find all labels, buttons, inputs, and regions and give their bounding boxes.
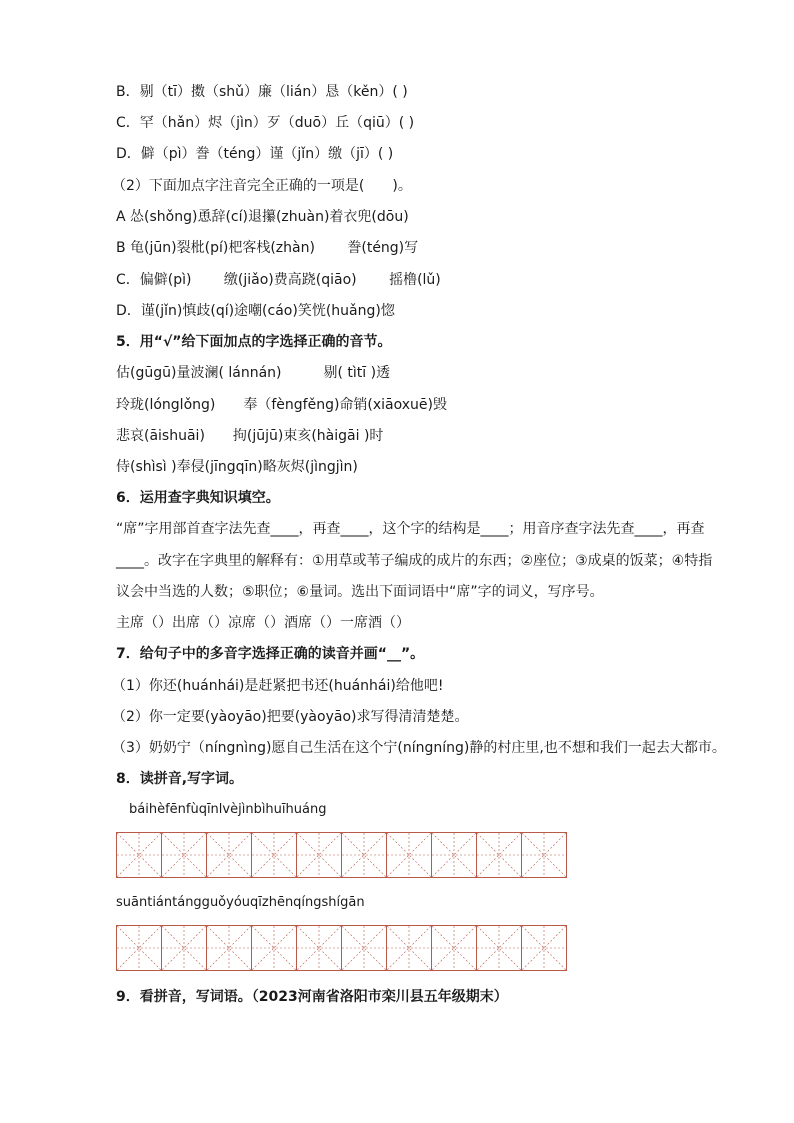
writing-grid-cell[interactable] <box>477 832 522 878</box>
q8-pinyin-row-1: báihèfēnfùqīnlvèjìnbìhuīhuáng <box>129 802 327 817</box>
writing-grid-cell[interactable] <box>477 925 522 971</box>
writing-grid-cell[interactable] <box>522 832 567 878</box>
option-c: C．罕（hǎn）烬（jìn）歹（duō）丘（qiū）( ) <box>116 115 415 131</box>
question-6-title: 6．运用查字典知识填空。 <box>116 490 280 506</box>
q4-2-option-b: B 龟(jūn)裂枇(pí)杷客栈(zhàn) 誊(téng)写 <box>116 240 419 256</box>
question-8-title: 8．读拼音,写字词。 <box>116 771 244 787</box>
writing-grid-cell[interactable] <box>162 925 207 971</box>
writing-grid-cell[interactable] <box>342 925 387 971</box>
question-7-title: 7．给句子中的多音字选择正确的读音并画“__”。 <box>116 646 425 662</box>
writing-grid-cell[interactable] <box>162 832 207 878</box>
option-b: B．剔（tī）擞（shǔ）廉（lián）恳（kěn）( ) <box>116 84 408 100</box>
q5-line-4: 侍(shìsì )奉侵(jīngqīn)略灰烬(jìngjìn) <box>116 459 358 475</box>
q6-paragraph: “席”字用部首查字法先查____，再查____，这个字的结构是____；用音序查字法先查____，再查____。改字在字典里的解释有：①用草或苇子编成的成片的东西；②座位；③成桌的饭菜；④特指议会中当选的人数；⑤职位；⑥量词。选出下面词语中“席”字的词义，写序号。 <box>116 521 713 600</box>
q8-pinyin-row-2: suāntiántángguǒyóuqīzhēnqíngshígān <box>116 895 365 910</box>
q7-item-1: （1）你还(huánhái)是赶紧把书还(huánhái)给他吧! <box>112 678 444 694</box>
writing-grid-row-2 <box>116 925 567 971</box>
q7-item-3: （3）奶奶宁（níngnìng)愿自己生活在这个宁(níngníng)静的村庄里,也不想和我们一起去大都市。 <box>112 740 726 756</box>
writing-grid-cell[interactable] <box>297 925 342 971</box>
q5-line-3: 悲哀(āishuāi) 拘(jūjū)束亥(hàigāi )时 <box>116 428 384 444</box>
question-9-title: 9．看拼音，写词语。（2023河南省洛阳市栾川县五年级期末） <box>116 989 508 1005</box>
question-5-title: 5．用“√”给下面加点的字选择正确的音节。 <box>116 334 392 350</box>
writing-grid-cell[interactable] <box>252 832 297 878</box>
q7-item-2: （2）你一定要(yàoyāo)把要(yàoyāo)求写得清清楚楚。 <box>112 709 469 725</box>
writing-grid-cell[interactable] <box>387 832 432 878</box>
q5-line-1: 估(gūgū)量波澜( lánnán) 剔( tìtī )透 <box>116 365 391 381</box>
writing-grid-cell[interactable] <box>116 832 162 878</box>
writing-grid-cell[interactable] <box>432 832 477 878</box>
writing-grid-cell[interactable] <box>116 925 162 971</box>
q4-2-option-a: A 怂(shǒng)恿辞(cí)退攥(zhuàn)着衣兜(dōu) <box>116 209 409 225</box>
writing-grid-row-1 <box>116 832 567 878</box>
writing-grid-cell[interactable] <box>522 925 567 971</box>
writing-grid-cell[interactable] <box>387 925 432 971</box>
writing-grid-cell[interactable] <box>342 832 387 878</box>
question-4-2: （2）下面加点字注音完全正确的一项是( )。 <box>112 178 412 194</box>
writing-grid-cell[interactable] <box>252 925 297 971</box>
option-d: D．僻（pì）誊（téng）谨（jǐn）缴（jī）( ) <box>116 146 394 162</box>
writing-grid-cell[interactable] <box>207 832 252 878</box>
writing-grid-cell[interactable] <box>297 832 342 878</box>
q4-2-option-d: D．谨(jǐn)慎歧(qí)途嘲(cáo)笑恍(huǎng)惚 <box>116 303 395 319</box>
q6-fill-blanks: 主席（）出席（）凉席（）酒席（）一席酒（） <box>116 615 410 631</box>
q4-2-option-c: C．偏僻(pì) 缴(jiǎo)费高跷(qiāo) 摇橹(lǔ) <box>116 272 441 288</box>
q5-line-2: 玲珑(lónglǒng) 奉（fèngfěng)命销(xiāoxuē)毁 <box>116 397 448 413</box>
writing-grid-cell[interactable] <box>207 925 252 971</box>
writing-grid-cell[interactable] <box>432 925 477 971</box>
